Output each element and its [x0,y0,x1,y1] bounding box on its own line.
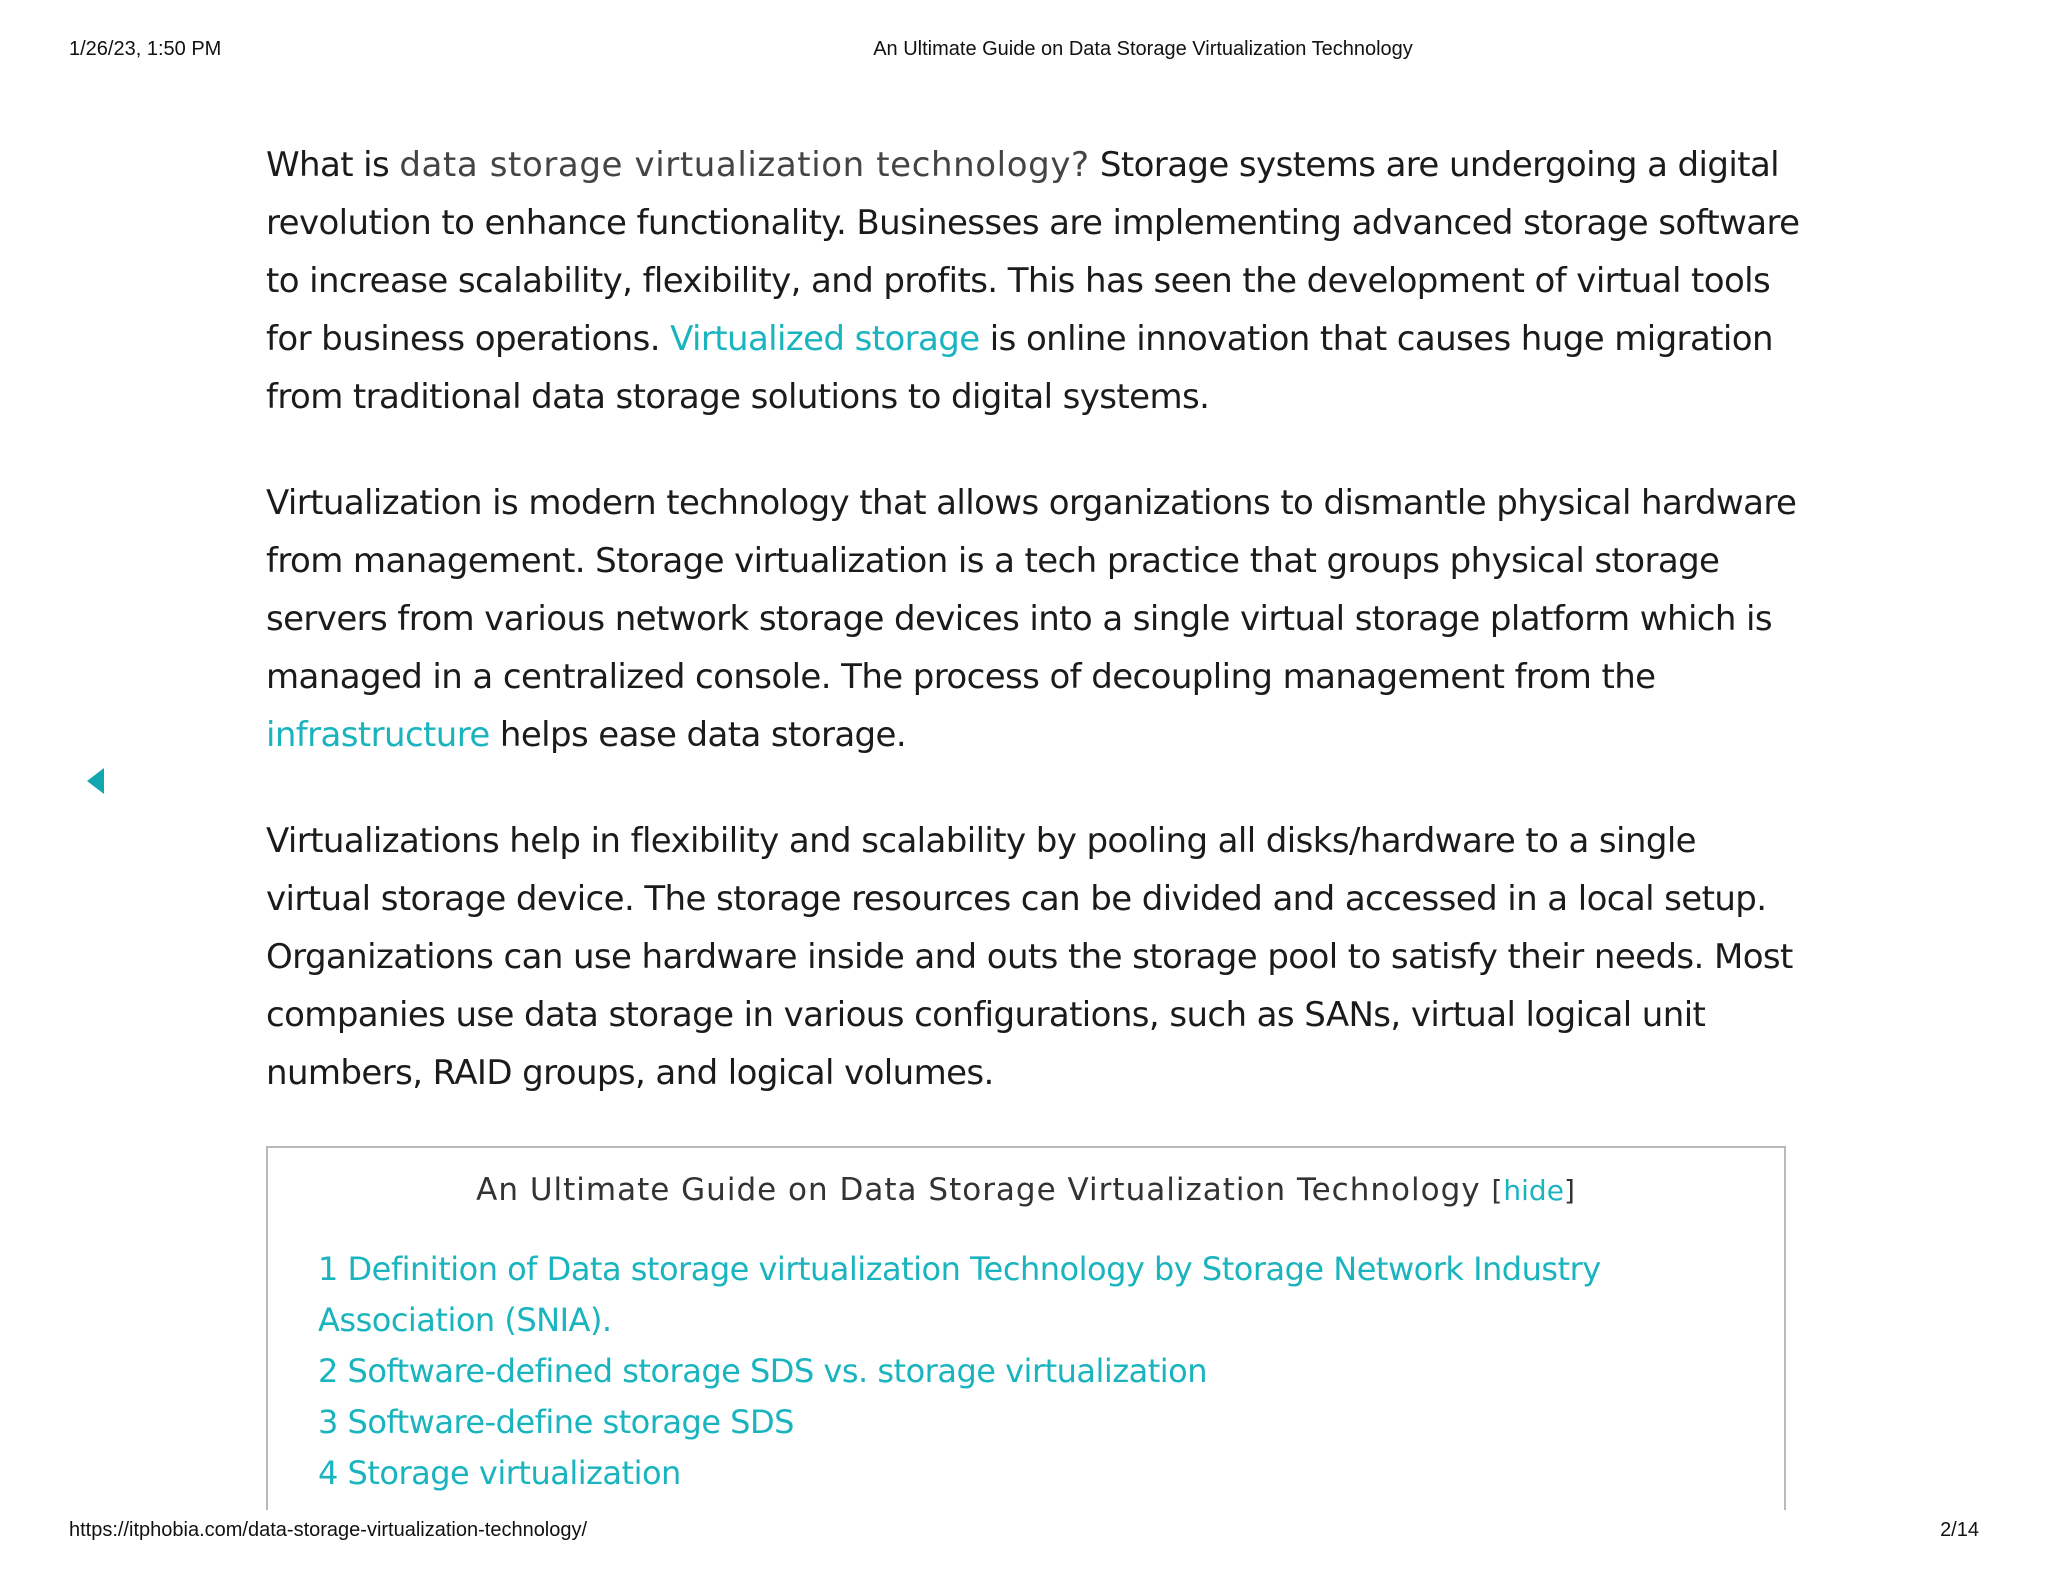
toc-link-storage-virtualization[interactable]: 4 Storage virtualization [318,1454,681,1492]
toc-bracket-close: ] [1563,1174,1576,1207]
article-paragraph-flexibility [266,812,1802,1102]
toc-hide-link[interactable]: hide [1503,1174,1564,1207]
virtualized-storage-link[interactable]: Virtualized storage [670,319,980,359]
toc-list [268,1244,1758,1499]
toc-bracket-open: [ [1491,1174,1504,1207]
print-page-number: 2/14 [1940,1519,1979,1541]
table-of-contents [266,1146,1786,1510]
virtualization-text: Virtualization is modern technology that allows organizations to dismantle physical hardware from management. Storage virtualization is a tech practice that groups physical storage servers from various network storage devices into a single virtual storage platform which is managed in a centralized console. The process of decoupling management from the [266,483,1797,697]
article-paragraph-intro [266,136,1802,426]
toc-header [268,1172,1784,1218]
toc-title: An Ultimate Guide on Data Storage Virtualization Technology [476,1172,1481,1208]
toc-item [318,1346,1758,1397]
toc-item [318,1448,1758,1499]
intro-lead-text: What is [266,145,400,185]
toc-item [318,1397,1758,1448]
article-body [266,136,1802,1150]
toc-link-definition[interactable]: 1 Definition of Data storage virtualization Technology by Storage Network Industry Association (SNIA). [318,1250,1601,1339]
flexibility-text: Virtualizations help in flexibility and scalability by pooling all disks/hardware to a single virtual storage device. The storage resources can be divided and accessed in a local setup. Organizations can use hardware inside and outs the storage pool to satisfy their needs. Most companies use data storage in various configurations, such as SANs, virtual logical unit numbers, RAID groups, and logical volumes. [266,821,1793,1093]
print-datetime: 1/26/23, 1:50 PM [69,38,222,60]
caret-left-icon[interactable] [84,766,108,796]
intro-text: Storage systems are undergoing a digital revolution to enhance functionality. Businesses are implementing advanced storage software to increase scalability, flexibility, and profits. This has seen the development of virtual tools for business operations. [266,145,1800,359]
virtualization-text-continued: helps ease data storage. [489,715,907,755]
toc-item [318,1244,1758,1346]
toc-link-sds[interactable]: 3 Software-define storage SDS [318,1403,794,1441]
print-url: https://itphobia.com/data-storage-virtualization-technology/ [69,1519,588,1541]
toc-link-sds-vs-virtualization[interactable]: 2 Software-defined storage SDS vs. storage virtualization [318,1352,1208,1390]
article-paragraph-virtualization [266,474,1802,764]
intro-term: data storage virtualization technology? [399,145,1090,185]
intro-text-continued: is online innovation that causes huge migration from traditional data storage solutions to digital systems. [266,319,1773,417]
infrastructure-link[interactable]: infrastructure [266,715,490,755]
print-page-title: An Ultimate Guide on Data Storage Virtualization Technology [873,38,1413,60]
